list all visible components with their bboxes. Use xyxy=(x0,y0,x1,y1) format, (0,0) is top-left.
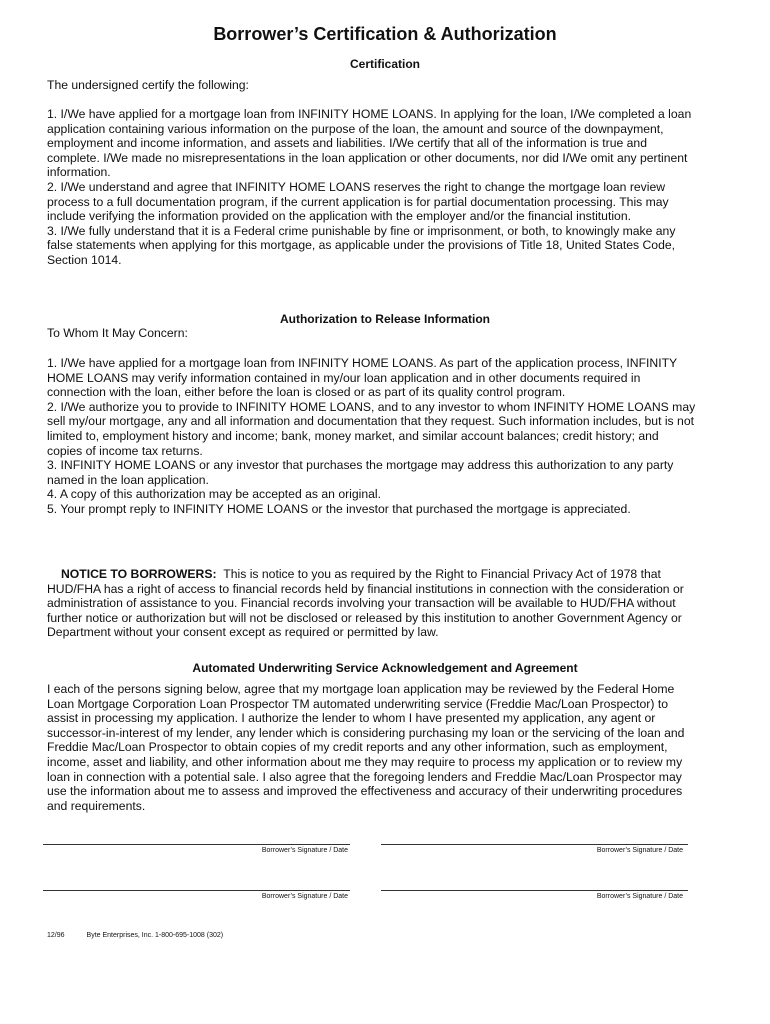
document-title: Borrower’s Certification & Authorization xyxy=(213,24,557,44)
form-publisher: Byte Enterprises, Inc. 1-800-695-1008 (302) xyxy=(86,932,224,939)
certification-items xyxy=(47,107,697,268)
authorization-item-4: 4. A copy of this authorization may be accepted as an original. xyxy=(47,487,382,502)
authorization-intro-text: To Whom It May Concern: xyxy=(47,326,188,340)
authorization-item-3: 3. INFINITY HOME LOANS or any investor that purchases the mortgage may address this authorization to any party named in the loan application. xyxy=(47,458,674,487)
automated-underwriting-heading: Automated Underwriting Service Acknowledgement and Agreement xyxy=(192,661,578,675)
authorization-item-2: 2. I/We authorize you to provide to INFINITY HOME LOANS, and to any investor to whom INFINITY HOME LOANS may sell my/our mortgage, any and all information and documentation that they request. Such information includes, but is not limited to, employment history and income; bank, money market, and similar account balances; credit history; and copies of income tax returns. xyxy=(47,399,696,458)
authorization-intro xyxy=(47,326,697,341)
certification-intro xyxy=(47,78,697,93)
certification-item-1: 1. I/We have applied for a mortgage loan from INFINITY HOME LOANS. In applying for the loan, I/We completed a loan application containing various information on the purpose of the loan, the amount and source of the downpayment, employment and income information, and assets and liabilities. I/We certify that all of the information is true and complete. I/We made no misrepresentations in the loan application or other documents, nor did I/We omit any pertinent information. xyxy=(47,107,692,180)
certification-intro-text: The undersigned certify the following: xyxy=(47,78,249,92)
notice-to-borrowers xyxy=(47,567,697,640)
signature-line-1[interactable] xyxy=(43,844,350,845)
form-revision-date: 12/96 xyxy=(47,932,65,939)
certification-item-2: 2. I/We understand and agree that INFINITY HOME LOANS reserves the right to change the mortgage loan review process to a full documentation program, if the current application is for partial documentation processing. This may include verifying the information provided on the application with the employer and/or the financial institution. xyxy=(47,179,669,224)
notice-label: NOTICE TO BORROWERS: xyxy=(61,567,217,581)
notice-paragraph xyxy=(47,567,697,640)
authorization-item-1: 1. I/We have applied for a mortgage loan from INFINITY HOME LOANS. As part of the application process, INFINITY HOME LOANS may verify information contained in my/our loan application and in other documents required in connection with the loan, either before the loan is closed or as part of its quality control program. xyxy=(47,356,677,400)
notice-text: This is notice to you as required by the Right to Financial Privacy Act of 1978 that HUD/FHA has a right of access to financial records held by financial institutions in connection with the consideration or administration of assistance to you. Financial records involving your transaction will be available to HUD/FHA without further notice or authorization but will not be disclosed or released by this institution to another Government Agency or Department without your consent except as required or permitted by law. xyxy=(47,567,684,640)
signature-line-2[interactable] xyxy=(381,844,688,845)
signature-caption-4: Borrower’s Signature / Date xyxy=(596,893,683,900)
signature-line-4[interactable] xyxy=(381,890,688,891)
automated-underwriting-text: I each of the persons signing below, agree that my mortgage loan application may be reviewed by the Federal Home Loan Mortgage Corporation Loan Prospector TM automated underwriting service (Freddie Mac/Loan Prospector) to assist in processing my application. I authorize the lender to whom I have presented my application, any agent or successor-in-interest of my lender, any lender which is considering purchasing my loan or the servicing of the loan and Freddie Mac/Loan Prospector to obtain copies of my credit reports and any other information, such as employment, income, asset and liability, and other information about me they may require to process my application or to review my loan in connection with a potential sale. I also agree that the foregoing lenders and Freddie Mac/Loan Prospector may use the information about me to assess and improved the effectiveness and accuracy of their underwriting procedures and requirements. xyxy=(47,682,685,813)
authorization-items xyxy=(47,356,697,517)
authorization-item-5: 5. Your prompt reply to INFINITY HOME LOANS or the investor that purchased the mortgage is appreciated. xyxy=(47,501,631,516)
certification-heading: Certification xyxy=(349,57,420,71)
certification-item-3: 3. I/We fully understand that it is a Federal crime punishable by fine or imprisonment, or both, to knowingly make any false statements when applying for this mortgage, as applicable under the provisions of Title 18, United States Code, Section 1014. xyxy=(47,223,676,267)
signature-line-3[interactable] xyxy=(43,890,350,891)
signature-caption-3: Borrower’s Signature / Date xyxy=(261,893,348,900)
form-footer xyxy=(47,932,245,939)
signature-caption-2: Borrower’s Signature / Date xyxy=(596,847,683,854)
automated-underwriting-body xyxy=(47,682,697,813)
authorization-heading: Authorization to Release Information xyxy=(279,312,490,326)
signature-caption-1: Borrower’s Signature / Date xyxy=(261,847,348,854)
